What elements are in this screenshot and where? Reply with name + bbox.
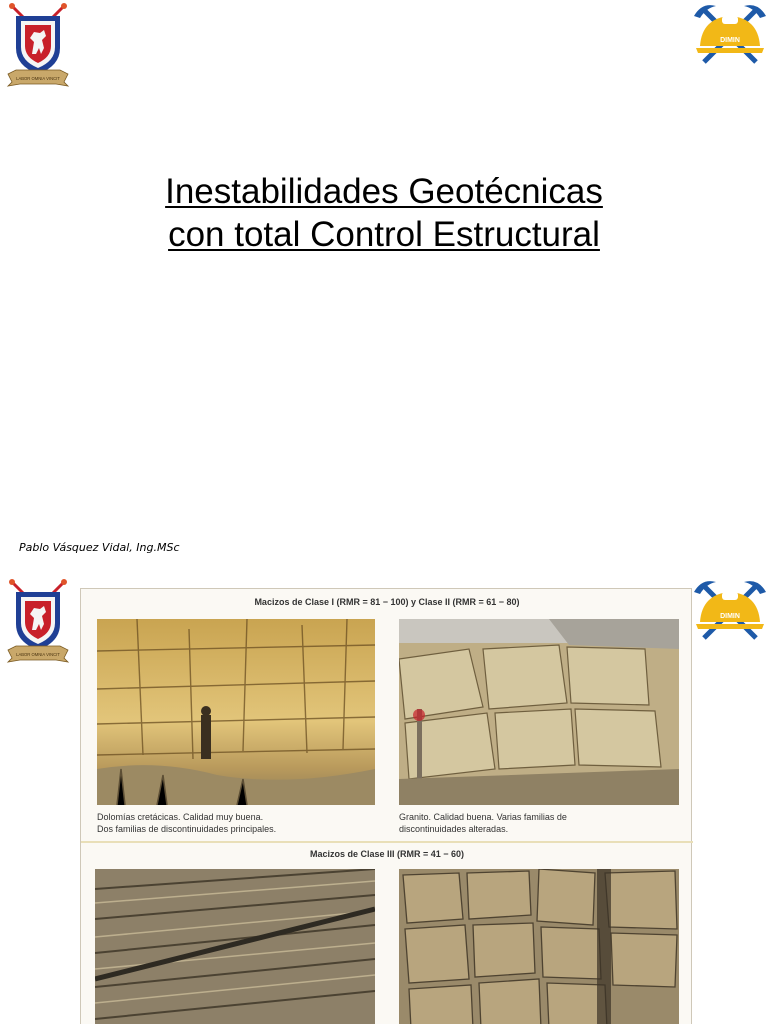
caption-granite (399, 811, 689, 835)
dolomite-outcrop-photo (97, 619, 375, 805)
university-crest-icon (6, 2, 70, 88)
figure-divider (81, 841, 693, 843)
fractured-rock-photo-left (95, 869, 375, 1024)
slide-rock-mass-classes (0, 576, 768, 1024)
caption-granite-line-1: Granito. Calidad buena. Varias familias de (399, 812, 567, 822)
crest-motto: LABOR OMNIA VINCIT (16, 76, 60, 81)
title-line-2: con total Control Estructural (168, 215, 600, 254)
figure-header-class-3: Macizos de Clase III (RMR = 41 − 60) (309, 849, 465, 859)
dimin-label: DIMIN (720, 613, 740, 620)
figure-header-class-1-2: Macizos de Clase I (RMR = 81 − 100) y Clase II (RMR = 61 − 80) (254, 597, 520, 607)
caption-dolomite-line-2: Dos familias de discontinuidades principales. (97, 824, 277, 834)
crest-motto: LABOR OMNIA VINCIT (16, 652, 60, 657)
university-crest-icon (6, 578, 70, 664)
fractured-rock-photo-right (399, 869, 679, 1024)
granite-outcrop-photo (399, 619, 679, 805)
author-credit: Pablo Vásquez Vidal, Ing.MSc (19, 541, 180, 554)
dimin-label: DIMIN (720, 37, 740, 44)
title-line-1: Inestabilidades Geotécnicas (165, 172, 603, 211)
caption-dolomite (97, 811, 387, 835)
rock-mass-figure (80, 588, 692, 1024)
mining-helmet-pickaxes-icon (692, 578, 768, 644)
mining-helmet-pickaxes-icon (692, 2, 768, 68)
caption-granite-line-2: discontinuidades alteradas. (399, 824, 509, 834)
slide-title-text (0, 170, 768, 256)
caption-dolomite-line-1: Dolomías cretácicas. Calidad muy buena. (97, 812, 264, 822)
